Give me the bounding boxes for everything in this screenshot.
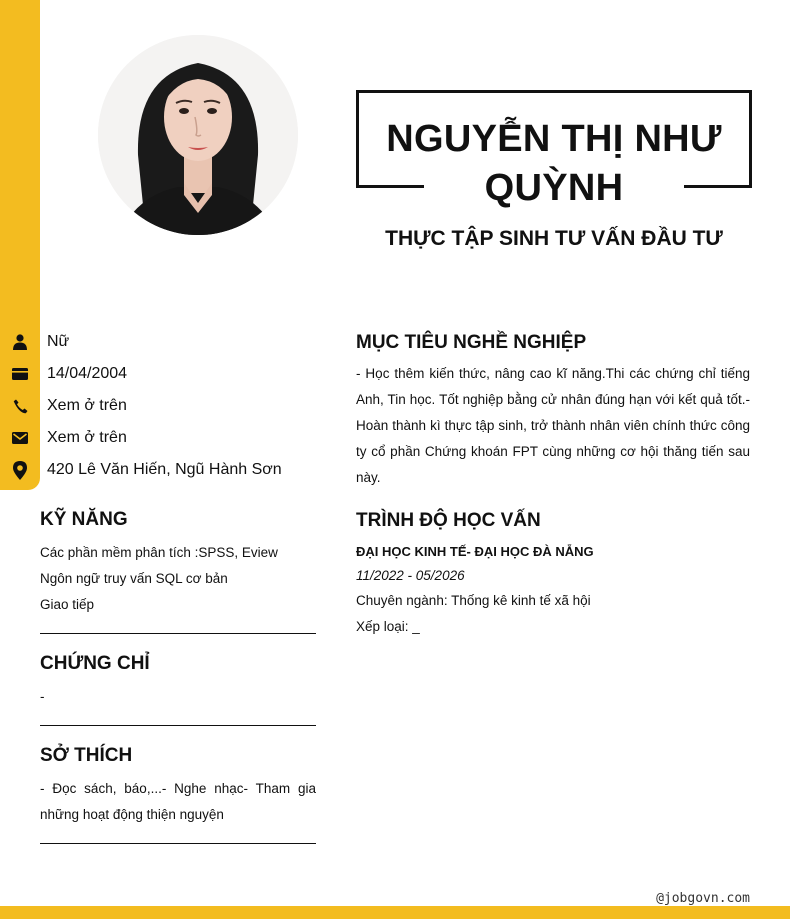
contact-list: [0, 326, 340, 486]
contact-address: [0, 454, 340, 486]
objective-section: [356, 330, 750, 491]
divider: [40, 725, 316, 726]
divider: [40, 843, 316, 844]
avatar: [98, 35, 298, 235]
school-name: ĐẠI HỌC KINH TẾ- ĐẠI HỌC ĐÀ NẴNG: [356, 544, 594, 559]
objective-title: MỤC TIÊU NGHỀ NGHIỆP: [356, 332, 587, 353]
education-major: Chuyên ngành: Thống kê kinh tế xã hội: [356, 593, 591, 608]
contact-gender: [0, 326, 340, 358]
location-icon: [0, 461, 40, 480]
mail-icon: [0, 432, 40, 444]
education-rank: Xếp loại: _: [356, 619, 420, 634]
contact-phone: [0, 390, 340, 422]
candidate-name: NGUYỄN THỊ NHƯ QUỲNH: [386, 118, 722, 209]
divider: [40, 633, 316, 634]
phone-icon: [0, 399, 40, 414]
education-section: [356, 508, 750, 640]
birthday-value: 14/04/2004: [47, 365, 128, 382]
hobbies-title: SỞ THÍCH: [40, 745, 133, 766]
accent-bottom-bar: [0, 906, 790, 919]
hobbies-section: [40, 743, 316, 844]
objective-text: - Học thêm kiến thức, nâng cao kĩ năng.Thi các chứng chỉ tiếng Anh, Tin học. Tốt nghiệp bằng cử nhân đúng hạn với kết quả tốt.- Hoàn thành kì thực tập sinh, trở thành nhân viên chính thức công ty cổ phần Chứng khoán FPT cùng những cơ hội thăng tiến sau này.: [356, 366, 750, 485]
phone-value: Xem ở trên: [47, 397, 127, 414]
certificates-section: [40, 651, 316, 726]
skill-item: Giao tiếp: [40, 597, 95, 612]
watermark: @jobgovn.com: [656, 891, 750, 906]
person-icon: [0, 334, 40, 350]
education-title: TRÌNH ĐỘ HỌC VẤN: [356, 510, 541, 531]
skill-item: Các phần mềm phân tích :SPSS, Eview: [40, 545, 278, 560]
skills-title: KỸ NĂNG: [40, 509, 128, 530]
job-position: THỰC TẬP SINH TƯ VẤN ĐẦU TƯ: [385, 227, 723, 250]
certificates-text: -: [40, 689, 45, 704]
skill-item: Ngôn ngữ truy vấn SQL cơ bản: [40, 571, 228, 586]
contact-email: [0, 422, 340, 454]
gender-value: Nữ: [47, 333, 70, 350]
address-value: 420 Lê Văn Hiến, Ngũ Hành Sơn: [47, 461, 282, 478]
hobbies-text: - Đọc sách, báo,...- Nghe nhạc- Tham gia những hoạt động thiện nguyện: [40, 781, 316, 822]
skills-section: [40, 507, 316, 634]
education-dates: 11/2022 - 05/2026: [356, 568, 465, 583]
certificates-title: CHỨNG CHỈ: [40, 653, 150, 674]
contact-birthday: [0, 358, 340, 390]
card-icon: [0, 368, 40, 380]
email-value: Xem ở trên: [47, 429, 127, 446]
